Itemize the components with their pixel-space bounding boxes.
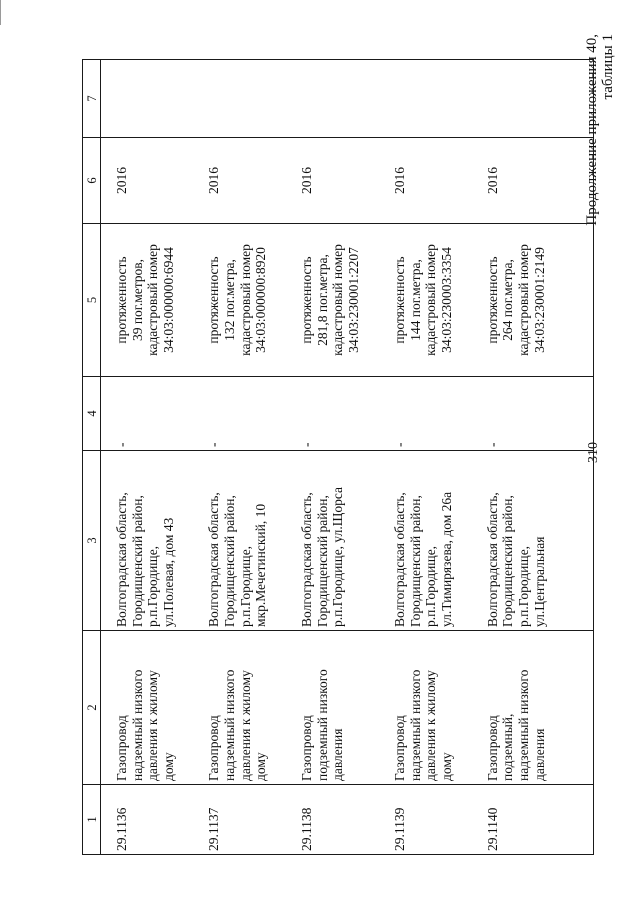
column-header: 4 (83, 377, 101, 451)
object-name: Газопровод надземный низкого давления к жилому дому (379, 631, 472, 785)
object-name: Газопровод надземный низкого давления к жилому дому (193, 631, 286, 785)
object-characteristics: протяженность 132 пог.метра, кадастровый номер 34:03:000000:8920 (193, 224, 286, 377)
column-7-value (101, 60, 194, 138)
object-characteristics: протяженность 144 пог.метра, кадастровый номер 34:03:230003:3354 (379, 224, 472, 377)
object-characteristics: протяженность 39 пог.метров, кадастровый номер 34:03:000000:6944 (101, 224, 194, 377)
column-header: 5 (83, 224, 101, 377)
column-4-value: - (379, 377, 472, 451)
object-name: Газопровод подземный низкого давления (286, 631, 379, 785)
year: 2016 (379, 138, 472, 224)
column-7-value (379, 60, 472, 138)
column-header: 6 (83, 138, 101, 224)
year: 2016 (472, 138, 594, 224)
row-number: 29.1136 (101, 785, 194, 855)
object-address: Волгоградская область, Городищенский район, р.п.Городище, ул.Полевая, дом 43 (101, 451, 194, 631)
page-number: 310 (586, 442, 601, 463)
table-row (472, 60, 594, 855)
column-4-value: - (286, 377, 379, 451)
appendix-caption: Продолжение приложения 40, таблицы 1 (584, 34, 616, 226)
year: 2016 (193, 138, 286, 224)
object-characteristics: протяженность 281,8 пог.метра, кадастровый номер 34:03:230001:2207 (286, 224, 379, 377)
row-number: 29.1138 (286, 785, 379, 855)
object-address: Волгоградская область, Городищенский район, р.п.Городище, ул.Щорса (286, 451, 379, 631)
object-address: Волгоградская область, Городищенский район, р.п.Городище, ул.Тимирязева, дом 26а (379, 451, 472, 631)
table-row (379, 60, 472, 855)
object-name: Газопровод подземный, надземный низкого давления (472, 631, 594, 785)
column-4-value: - (472, 377, 594, 451)
year: 2016 (101, 138, 194, 224)
column-header: 2 (83, 631, 101, 785)
row-number: 29.1137 (193, 785, 286, 855)
object-address: Волгоградская область, Городищенский район, р.п.Городище, ул.Центральная (472, 451, 594, 631)
column-header: 3 (83, 451, 101, 631)
row-number: 29.1139 (379, 785, 472, 855)
column-4-value: - (101, 377, 194, 451)
scan-edge-line (0, 0, 1, 25)
row-number: 29.1140 (472, 785, 594, 855)
table-row (286, 60, 379, 855)
column-7-value (286, 60, 379, 138)
column-7-value (472, 60, 594, 138)
object-name: Газопровод надземный низкого давления к жилому дому (101, 631, 194, 785)
column-header: 1 (83, 785, 101, 855)
column-number-row (83, 60, 101, 855)
column-header: 7 (83, 60, 101, 138)
object-characteristics: протяженность 264 пог.метра, кадастровый номер 34:03:230001:2149 (472, 224, 594, 377)
column-4-value: - (193, 377, 286, 451)
object-address: Волгоградская область, Городищенский район, р.п.Городище, мкр.Мечетинский, 10 (193, 451, 286, 631)
table-row (101, 60, 194, 855)
property-table (82, 59, 594, 855)
column-7-value (193, 60, 286, 138)
year: 2016 (286, 138, 379, 224)
table-row (193, 60, 286, 855)
